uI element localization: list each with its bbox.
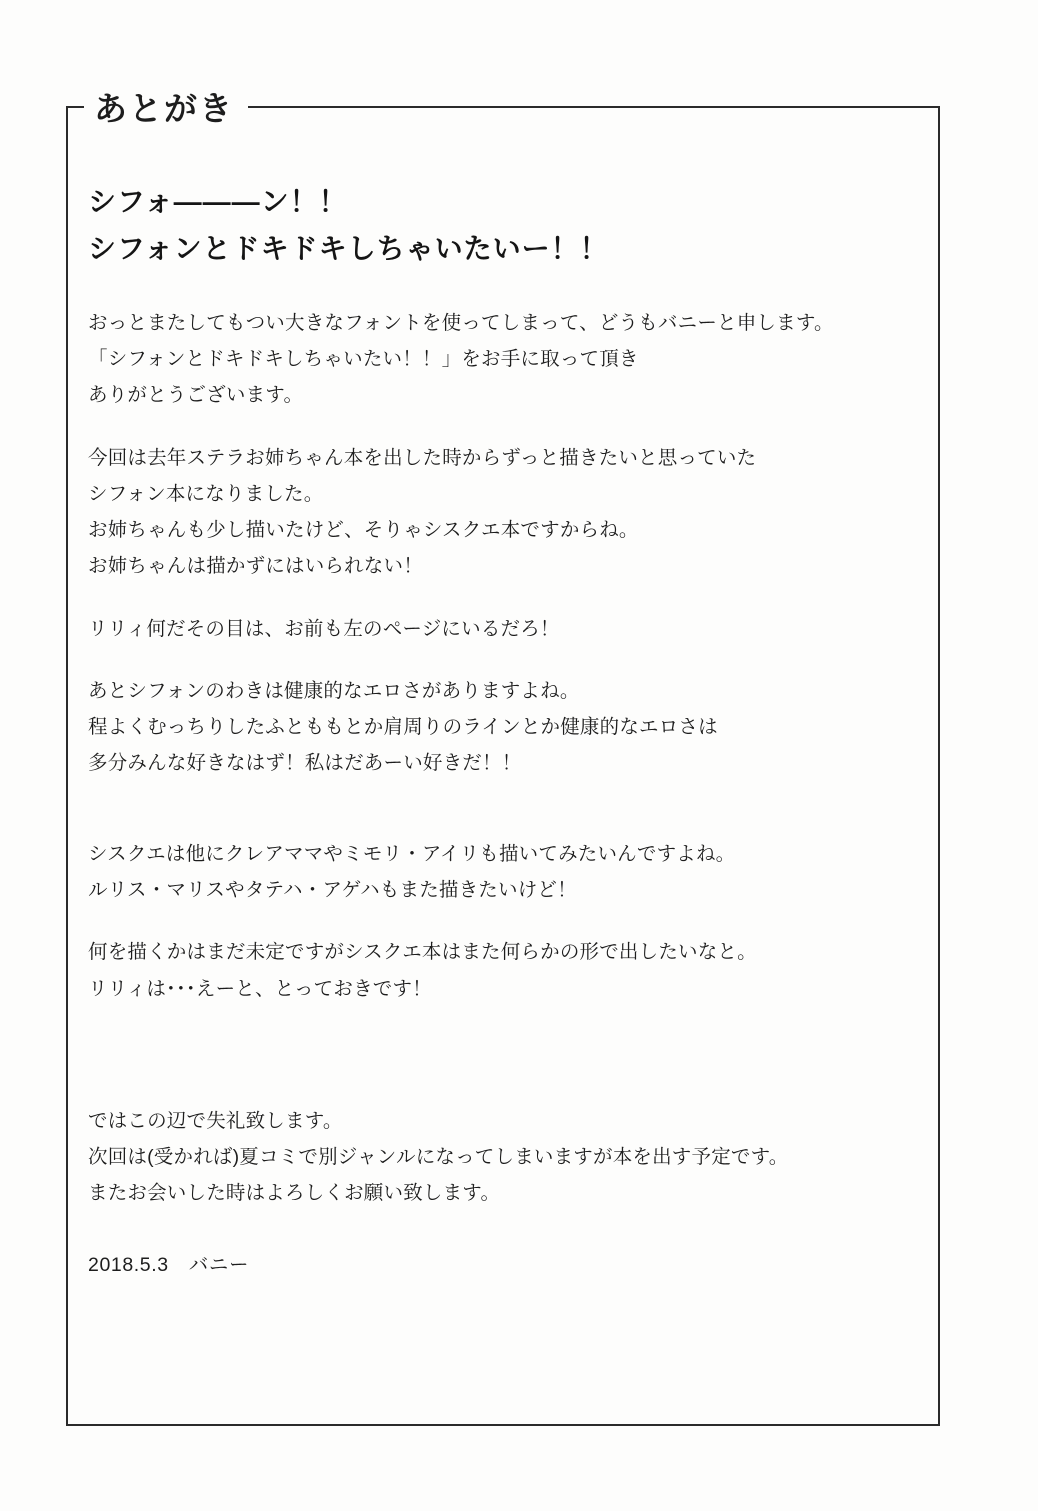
- paragraph-line: 「シフォンとドキドキしちゃいたい！！」をお手に取って頂き: [88, 348, 639, 371]
- paragraph-line: ありがとうございます。: [88, 384, 304, 407]
- paragraph-line: おっとまたしてもつい大きなフォントを使ってしまって、どうもバニーと申します。: [88, 311, 834, 334]
- paragraph-lily-comment: [88, 611, 928, 647]
- paragraph-line: シスクエは他にクレアママやミモリ・アイリも描いてみたいんですよね。: [88, 842, 736, 865]
- paragraph-line: お姉ちゃんは描かずにはいられない！: [88, 555, 423, 578]
- paragraph-future-plans: [88, 934, 928, 1007]
- paragraph-line: リリィ何だその目は、お前も左のページにいるだろ！: [88, 617, 560, 640]
- paragraph-line: 程よくむっちりしたふとももとか肩周りのラインとか健康的なエロさは: [88, 716, 718, 739]
- paragraph-line: お姉ちゃんも少し描いたけど、そりゃシスクエ本ですからね。: [88, 519, 639, 542]
- paragraph-line: ルリス・マリスやタテハ・アゲハもまた描きたいけど！: [88, 878, 577, 901]
- paragraph-closing: [88, 1103, 928, 1212]
- headline-line: シフォンとドキドキしちゃいたいー！！: [88, 233, 609, 265]
- paragraph-intro: [88, 305, 928, 414]
- paragraph-about-book: [88, 440, 928, 585]
- headline-line: シフォ———ン！！: [88, 186, 348, 217]
- paragraph-line: またお会いした時はよろしくお願い致します。: [88, 1182, 501, 1205]
- paragraph-line: 多分みんな好きなはず！私はだあーい好きだ！！: [88, 752, 522, 775]
- paragraph-line: 今回は去年ステラお姉ちゃん本を出した時からずっと描きたいと思っていた: [88, 446, 757, 469]
- paragraph-line: リリィは･･･えーと、とっておきです！: [88, 977, 432, 1000]
- headline: [88, 180, 928, 271]
- paragraph-line: 何を描くかはまだ未定ですがシスクエ本はまた何らかの形で出したいなと。: [88, 941, 757, 964]
- paragraph-line: ではこの辺で失礼致します。: [88, 1109, 343, 1132]
- paragraph-waki-comment: [88, 673, 928, 782]
- paragraph-line: シフォン本になりました。: [88, 482, 324, 505]
- paragraph-line: 次回は(受かれば)夏コミで別ジャンルになってしまいますが本を出す予定です。: [88, 1146, 789, 1169]
- page-title: あとがき: [94, 89, 234, 127]
- paragraph-line: あとシフォンのわきは健康的なエロさがありますよね。: [88, 679, 580, 702]
- signature-date-author: 2018.5.3 バニー: [88, 1253, 250, 1276]
- paragraph-other-characters: [88, 836, 928, 909]
- afterword-body: [88, 180, 928, 1283]
- section-title-box: [84, 84, 248, 132]
